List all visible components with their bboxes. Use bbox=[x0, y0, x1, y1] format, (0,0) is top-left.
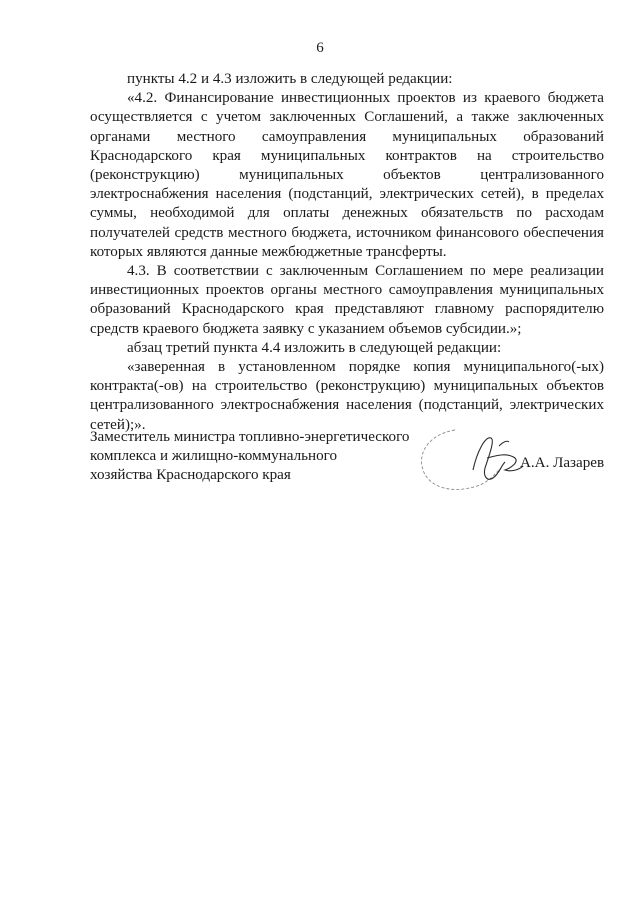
signatory-name: А.А. Лазарев bbox=[520, 455, 605, 471]
signatory-title: Заместитель министра топливно-энергетического комплекса и жилищно-коммунального хозяйства Краснодарского края bbox=[90, 429, 410, 484]
document-body bbox=[90, 70, 604, 435]
page-number: 6 bbox=[316, 40, 324, 56]
signature-block bbox=[90, 428, 620, 498]
paragraph-4-3: 4.3. В соответствии с заключенным Соглашением по мере реализации инвестиционных проектов органы местного самоуправления муниципальных образований Краснодарского края представляют главному распорядителю средств краевого бюджета заявку с указанием объемов субсидии.»; bbox=[90, 263, 604, 337]
paragraph-4-4-text: «заверенная в установленном порядке копия муниципального(-ых) контракта(-ов) на строительство (реконструкцию) муниципальных объектов централизованного электроснабжения населения (подстанций, электрических сетей);». bbox=[90, 359, 604, 433]
paragraph-intro: пункты 4.2 и 4.3 изложить в следующей редакции: bbox=[127, 71, 453, 87]
paragraph-4-2: «4.2. Финансирование инвестиционных проектов из краевого бюджета осуществляется с учетом заключенных Соглашений, а также заключенных органами местного самоуправления муниципальных образований Краснодарского края муниципальных контрактов на строительство (реконструкцию) муниципальных объектов централизованного электроснабжения населения (подстанций, электрических сетей), в пределах суммы, необходимой для оплаты денежных обязательств по расходам получателей средств местного бюджета, источником финансового обеспечения которых являются данные межбюджетные трансферты. bbox=[90, 90, 604, 260]
paragraph-4-4-intro: абзац третий пункта 4.4 изложить в следующей редакции: bbox=[127, 339, 502, 356]
